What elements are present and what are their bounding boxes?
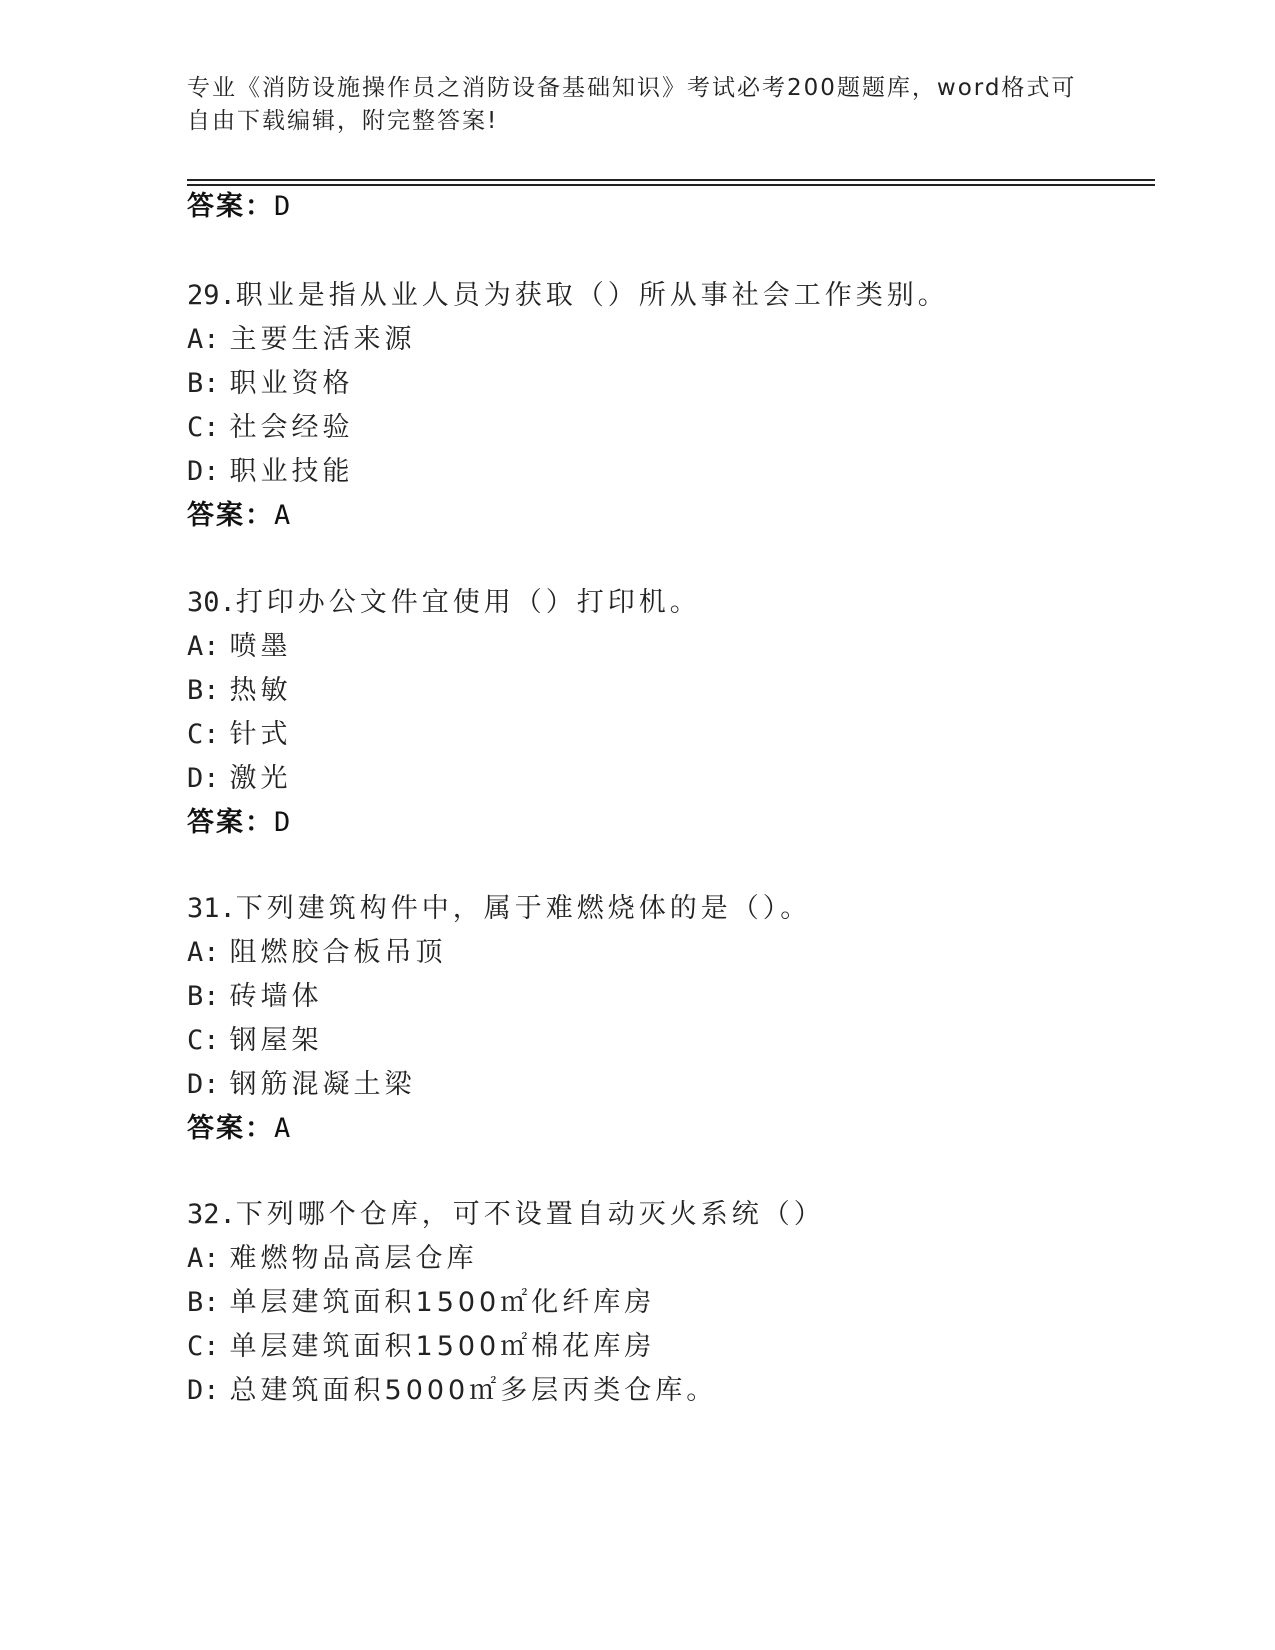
question-text: 打印办公文件宜使用（）打印机。 (235, 587, 701, 618)
question-number: 29. (187, 280, 236, 311)
question-30-option-c (187, 715, 292, 755)
question-29-option-b (187, 364, 354, 404)
question-31-option-a (187, 933, 447, 973)
answer-value: D (274, 807, 293, 838)
option-text: 单层建筑面积1500㎡棉花库房 (229, 1331, 656, 1362)
question-32-stem (187, 1195, 825, 1235)
question-31-option-c (187, 1021, 323, 1061)
option-text: 喷墨 (229, 631, 292, 662)
option-letter: D: (187, 456, 220, 487)
header-divider-top (187, 179, 1155, 181)
answer-label: 答案： (187, 807, 274, 838)
answer-line-28 (187, 187, 292, 227)
option-text: 职业技能 (229, 456, 354, 487)
option-letter: A: (187, 1243, 220, 1274)
question-30-option-a (187, 627, 292, 667)
option-text: 激光 (229, 763, 292, 794)
option-text: 钢屋架 (229, 1025, 323, 1056)
option-letter: B: (187, 675, 220, 706)
option-letter: A: (187, 631, 220, 662)
option-letter: D: (187, 763, 220, 794)
answer-line-30 (187, 803, 292, 843)
question-31-option-b (187, 977, 323, 1017)
document-header (187, 72, 1087, 138)
question-31-stem (187, 889, 811, 929)
answer-value: A (274, 500, 293, 531)
option-letter: C: (187, 719, 220, 750)
answer-label: 答案： (187, 500, 274, 531)
question-32-option-d (187, 1371, 717, 1411)
option-text: 针式 (229, 719, 292, 750)
question-32-option-a (187, 1239, 478, 1279)
option-text: 难燃物品高层仓库 (229, 1243, 478, 1274)
option-letter: B: (187, 368, 220, 399)
option-letter: D: (187, 1069, 220, 1100)
question-30-option-d (187, 759, 292, 799)
question-31-option-d (187, 1065, 416, 1105)
option-letter: C: (187, 1025, 220, 1056)
answer-line-29 (187, 496, 292, 536)
question-number: 30. (187, 587, 236, 618)
question-32-option-b (187, 1283, 655, 1323)
answer-value: A (274, 1113, 293, 1144)
option-text: 砖墙体 (229, 981, 323, 1012)
option-text: 主要生活来源 (229, 324, 416, 355)
question-32-option-c (187, 1327, 655, 1367)
option-text: 职业资格 (229, 368, 354, 399)
answer-label: 答案： (187, 191, 274, 222)
header-line-2: 自由下载编辑，附完整答案! (187, 108, 499, 134)
header-divider-bottom (187, 184, 1155, 186)
option-letter: C: (187, 1331, 220, 1362)
question-text: 职业是指从业人员为获取（）所从事社会工作类别。 (235, 280, 949, 311)
question-text: 下列哪个仓库，可不设置自动灭火系统（） (235, 1199, 825, 1230)
answer-label: 答案： (187, 1113, 274, 1144)
option-text: 阻燃胶合板吊顶 (229, 937, 447, 968)
question-number: 31. (187, 893, 236, 924)
question-number: 32. (187, 1199, 236, 1230)
option-letter: A: (187, 937, 220, 968)
question-30-option-b (187, 671, 292, 711)
option-letter: C: (187, 412, 220, 443)
option-text: 钢筋混凝土梁 (229, 1069, 416, 1100)
option-text: 热敏 (229, 675, 292, 706)
option-text: 社会经验 (229, 412, 354, 443)
option-text: 单层建筑面积1500㎡化纤库房 (229, 1287, 656, 1318)
answer-value: D (274, 191, 293, 222)
option-letter: B: (187, 1287, 220, 1318)
question-29-option-d (187, 452, 354, 492)
question-text: 下列建筑构件中，属于难燃烧体的是（）。 (235, 893, 812, 924)
header-line-1: 专业《消防设施操作员之消防设备基础知识》考试必考200题题库，word格式可 (187, 75, 1077, 101)
option-letter: A: (187, 324, 220, 355)
question-30-stem (187, 583, 701, 623)
option-text: 总建筑面积5000㎡多层丙类仓库。 (229, 1375, 718, 1406)
question-29-option-a (187, 320, 416, 360)
question-29-option-c (187, 408, 354, 448)
option-letter: B: (187, 981, 220, 1012)
option-letter: D: (187, 1375, 220, 1406)
answer-line-31 (187, 1109, 292, 1149)
question-29-stem (187, 276, 949, 316)
